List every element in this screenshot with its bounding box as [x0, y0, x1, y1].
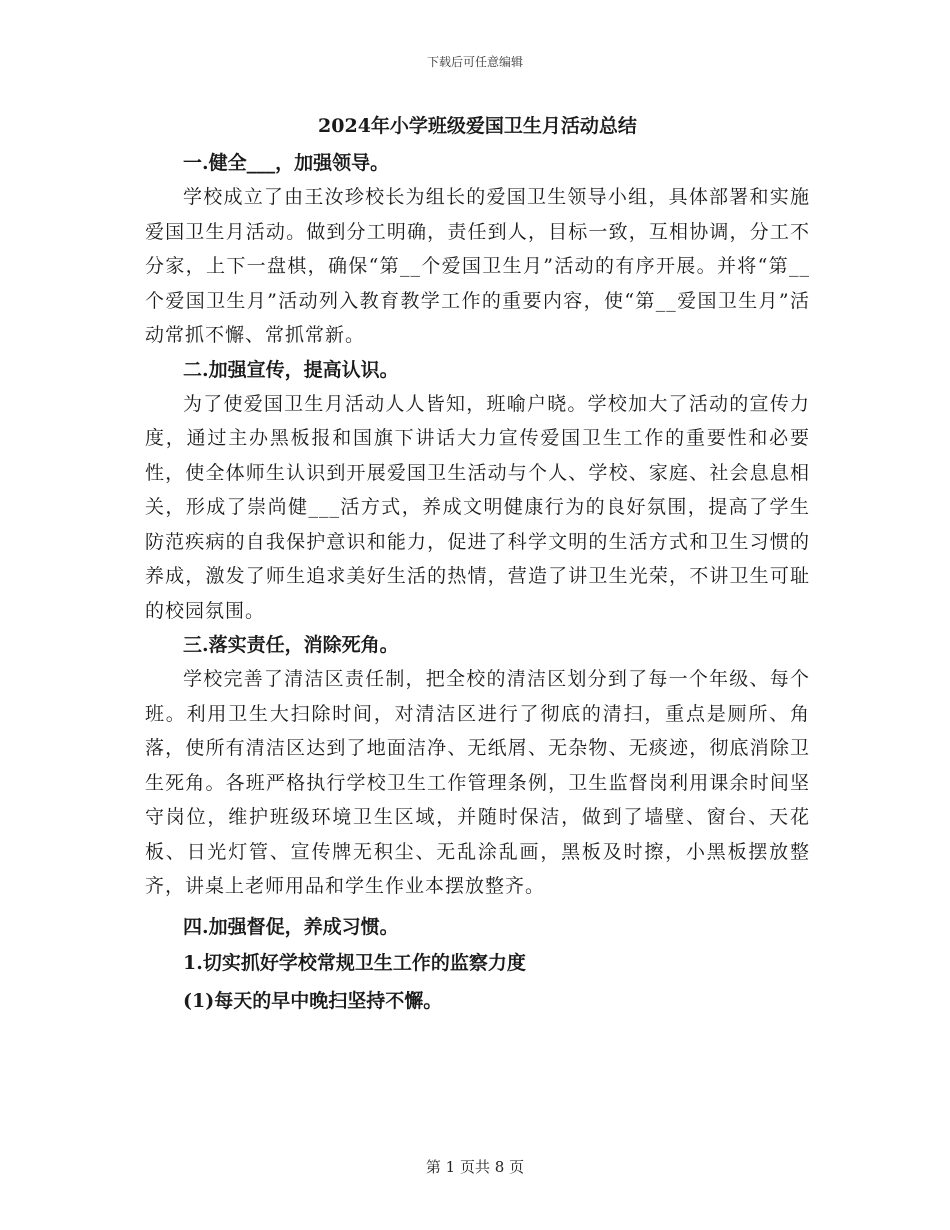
section-heading-2: 二.加强宣传，提高认识。 — [183, 358, 399, 381]
header-note: 下载后可任意编辑 — [426, 55, 523, 69]
document-body — [145, 112, 810, 1020]
section-heading-3: 三.落实责任，消除死角。 — [183, 634, 399, 656]
sub-item-1: 1.切实抓好学校常规卫生工作的监察力度 — [183, 951, 526, 974]
section-paragraph-3: 学校完善了清洁区责任制，把全校的清洁区划分到了每一个年级、每个班。利用卫生大扫除时间，对清洁区进行了彻底的清扫，重点是厕所、角落，使所有清洁区达到了地面洁净、无纸屑、无杂物、无痰迹，彻底消除卫生死角。各班严格执行学校卫生工作管理条例，卫生监督岗利用课余时间坚守岗位，维护班级环境卫生区域，并随时保洁，做到了墙壁、窗台、天花板、日光灯管、宣传牌无积尘、无乱涂乱画，黑板及时擦，小黑板摆放整齐，讲桌上老师用品和学生作业本摆放整齐。 — [145, 668, 810, 897]
section-heading-1: 一.健全___，加强领导。 — [183, 152, 390, 174]
page-footer: 第 1 页共 8 页 — [425, 1158, 525, 1176]
section-heading-4: 四.加强督促，养成习惯。 — [183, 915, 399, 938]
document-title: 2024年小学班级爱国卫生月活动总结 — [318, 115, 637, 137]
section-paragraph-1: 学校成立了由王汝珍校长为组长的爱国卫生领导小组，具体部署和实施爱国卫生月活动。做到分工明确，责任到人，目标一致，互相协调，分工不分家，上下一盘棋，确保“第__个爱国卫生月”活动的有序开展。并将“第__个爱国卫生月”活动列入教育教学工作的重要内容，使“第__爱国卫生月”活动常抓不懈、常抓常新。 — [145, 186, 810, 346]
section-paragraph-2: 为了使爱国卫生月活动人人皆知，班喻户晓。学校加大了活动的宣传力度，通过主办黑板报和国旗下讲话大力宣传爱国卫生工作的重要性和必要性，使全体师生认识到开展爱国卫生活动与个人、学校、家庭、社会息息相关，形成了崇尚健___活方式，养成文明健康行为的良好氛围，提高了学生防范疾病的自我保护意识和能力，促进了科学文明的生活方式和卫生习惯的养成，激发了师生追求美好生活的热情，营造了讲卫生光荣，不讲卫生可耻的校园氛围。 — [145, 392, 810, 622]
sub-item-2: (1)每天的早中晚扫坚持不懈。 — [183, 989, 443, 1012]
